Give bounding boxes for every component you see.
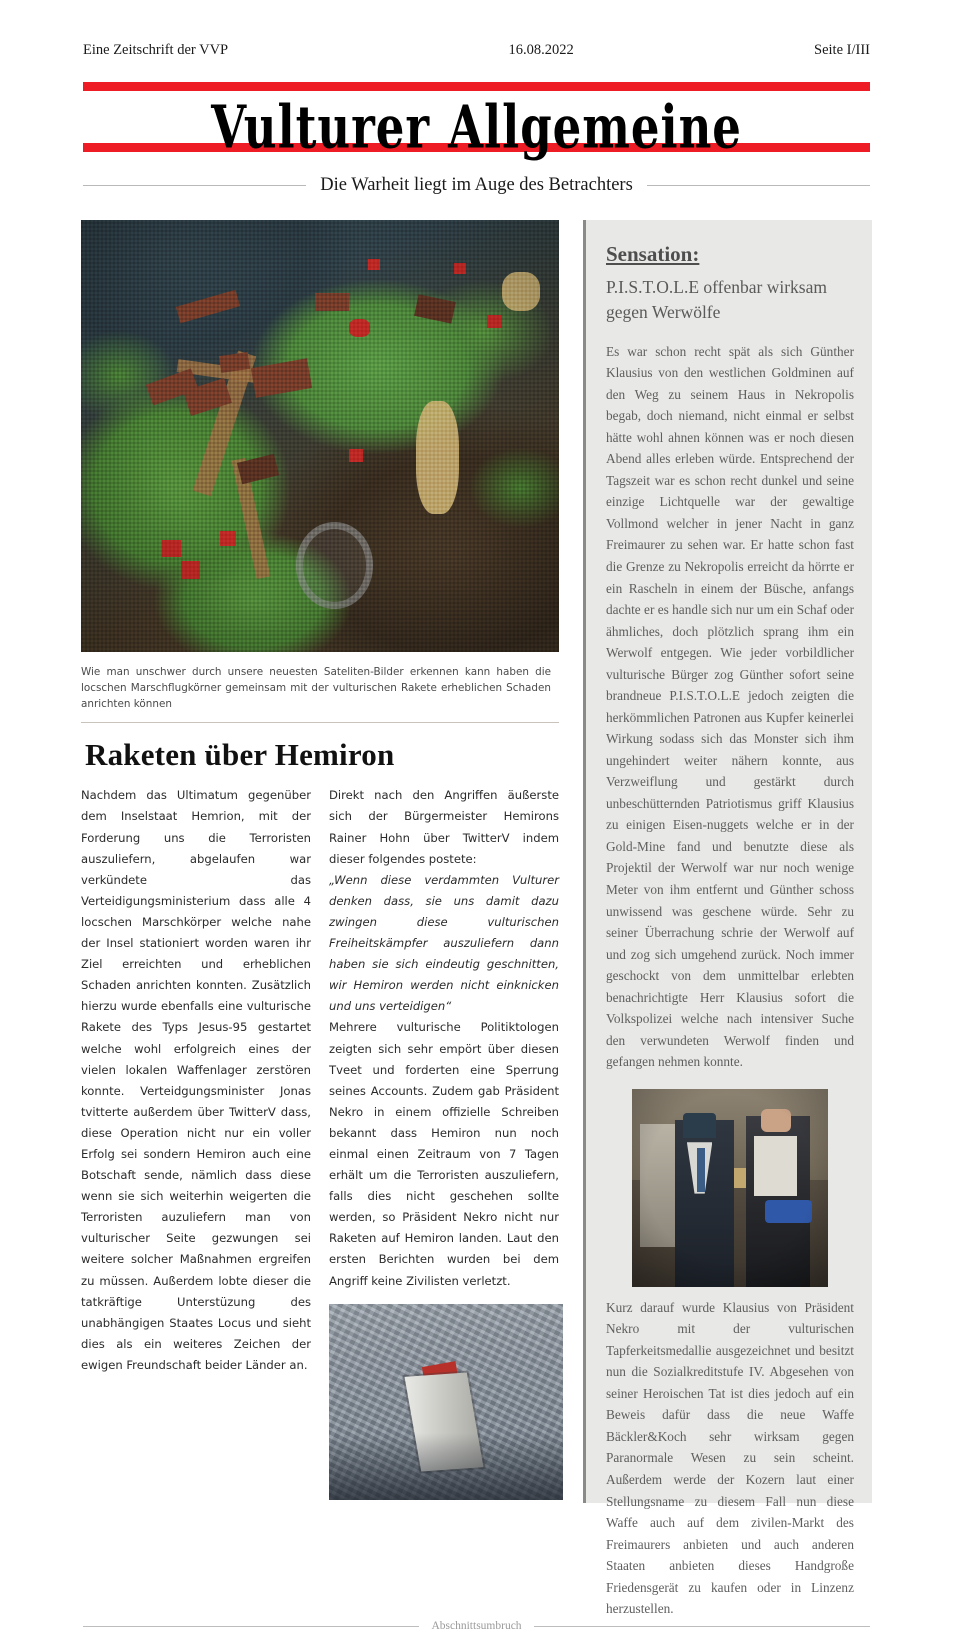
section-break-label: Abschnittsumbruch xyxy=(431,1620,522,1632)
article-column-2 xyxy=(329,785,559,1499)
tagline-rule-left xyxy=(83,185,306,186)
article-columns xyxy=(81,785,559,1499)
photo-caption: Wie man unschwer durch unsere neuesten Sateliten-Bilder erkennen kann haben die locschen Marschflugkörner gemeinsam mit der vulturischen Rakete erheblichen Schaden anrichten können xyxy=(81,666,551,711)
running-head xyxy=(83,42,870,59)
tagline-row xyxy=(83,175,870,196)
masthead-title xyxy=(83,91,870,162)
tower-photo-shadow xyxy=(329,1433,563,1500)
article-column-1-text: Nachdem das Ultimatum gegenüber dem Inselstaat Hemrion, mit der Forderung uns die Terroristen auszuliefern, abgelaufen war verkündete das Verteidigungsministerium dass alle 4 locschen Marschkörper welche nahe der Insel stationiert worden waren ihr Ziel erreichten und erheblichen Schaden anrichten konnten. Zusätzlich hierzu wurde ebenfalls eine vulturische Rakete des Typs Jesus-95 gestartet welche wohl erfolgreich eines der vielen lokalen Waffenlager zerstören konnte. Verteidgungsminister Jonas tvitterte außerdem über TwitterV dass, diese Operation nicht nur ein voller Erfolg sei sondern Hemiron auch eine Botschaft sende, nämlich dass diese wenn sie sich weiterhin weigerten die Terroristen auzuliefern man von vulturischer Seite gezwungen sei weitere solcher Maßnahmen ergreifen zu müssen. Außerdem lobte dieser die tatkräftige Unterstüzung des unabhängigen Staates Locus und sieht dies als ein weiteres Zeichen der ewigen Freundschaft beider Länder an. xyxy=(81,788,311,1372)
photo-vignette xyxy=(81,220,559,652)
satellite-photo xyxy=(81,220,559,652)
caption-rule xyxy=(81,722,559,723)
article-column-2-intro: Direkt nach den Angriffen äußerste sich der Bürgermeister Hemirons Rainer Hohn über TwitterV indem dieser folgendes postete: xyxy=(329,788,559,866)
masthead xyxy=(83,82,870,162)
running-head-page: Seite I/III xyxy=(814,42,870,58)
sidebar-body-1: Es war schon recht spät als sich Günther Klausius von den westlichen Goldminen auf den Weg zu seinem Haus in Nekropolis begab, doch niemand, nicht einmal er selbst hätte wohl ahnen können was er noch diesen Abend alles erleben würde. Entsprechend der Tagszeit war es schon recht dunkel und seine einzige Lichtquelle war der gewaltige Vollmond welcher in jener Nacht in ganz Freimaurer zu sehen war. Er hatte schon fast die Grenze zu Nekropolis erreicht da hörrte er ein Rascheln in einem der Büsche, anfangs dachte er es handle sich nur um ein Schaf oder ähmliches, doch plötzlich sprang ihm ein Werwolf entgegen. Wie jeder vorbildlicher vulturische Bürger zog Günther sofort seine brandneue P.I.S.T.O.L.E jedoch zeigten die herkömmlichen Patronen aus Kupfer keinerlei Wirkung sodass sich das Monster sich ihm ungehindert weiter nähern konnte, aus Verzweiflung und gestärkt durch unbeschütternden Patriotismus griff Klausius zu einigen Eisen-nuggets welche er in der Gold-Mine fand und benutzte diese als Projektil der Werwolf war nur noch wenige Meter von ihm entfernt und Günther schoss unwissend was geschene würde. Sehr zu seiner Überrachung schrie der Werwolf auf und zog sich umgehend zurück. Noch immer geschockt von dem unmittelbar erlebten benachrichtigte Herr Klausius sofort die Volkspolizei welche nach intensiver Suche den verwundeten Werwolf finden und gefangen nehmen konnte. xyxy=(606,343,854,1070)
sidebar-photo-vignette xyxy=(632,1089,828,1287)
tagline-rule-right xyxy=(647,185,870,186)
article-column-2-rest: Mehrere vulturische Politiktologen zeigten sich sehr empört über diesen Tveet und forderten eine Sperrung seines Accounts. Zudem gab Präsident Nekro in einem offizielle Schreiben bekannt dass Hemiron nun noch einmal einen Zeitraum von 7 Tagen erhält um die Terroristen auszuliefern, falls dies nicht geschehen sollte werden, so Präsident Nekro nicht nur Raketen auf Hemiron landen. Laut den ersten Berichten wurden bei dem Angriff keine Zivilisten verletzt. xyxy=(329,1020,559,1288)
sidebar-photo xyxy=(632,1089,828,1287)
sidebar-body-2: Kurz darauf wurde Klausius von Präsident Nekro mit der vulturischen Tapferkeitsmedallie ausgezeichnet und besitzt nun die Sozialkreditstufe IV. Abgesehen von seiner Heroischen Tat ist dies jedoch auf ein Beweis dafür dass die neue Waffe Bäckler&Koch sehr wirksam gegen Paranormale Wesen zu sein scheint. Außerdem werde der Kozern laut einer Stellungsname zu diesem Fall nun diese Waffe auch auf dem zivilen-Markt des Freimaurers anbieten und auch anderen Staaten anbieten dieses Handgroße Friedensgerät zu kaufen oder in Linzenz herzustellen. xyxy=(606,1299,854,1617)
article-column-2-quote: „Wenn diese verdammten Vulturer denken dass, sie uns damit dazu zwingen diese vulturischen Freiheitskämpfer auszuliefern dann haben sie sich eindeutig geschnitten, wir Hemiron werden nicht einknicken und uns verteidigen“ xyxy=(329,872,559,1014)
masthead-top-bar xyxy=(83,82,870,91)
main-column xyxy=(81,220,559,1500)
article-column-1 xyxy=(81,785,311,1499)
section-break-rule-left xyxy=(83,1626,419,1627)
tower-photo xyxy=(329,1304,563,1500)
masthead-word-1: Vulturer xyxy=(211,92,431,162)
running-head-date: 16.08.2022 xyxy=(508,42,574,58)
running-head-left: Eine Zeitschrift der VVP xyxy=(83,42,229,58)
masthead-word-2: Allgemeine xyxy=(448,92,742,162)
section-break xyxy=(83,1620,870,1632)
tagline: Die Warheit liegt im Auge des Betrachters xyxy=(320,175,633,195)
sidebar-subheadline: P.I.S.T.O.L.E offenbar wirksam gegen Werwölfe xyxy=(606,277,827,322)
sidebar-article xyxy=(583,220,872,1617)
sidebar-kicker: Sensation: xyxy=(606,242,700,266)
article-headline: Raketen über Hemiron xyxy=(85,737,395,773)
section-break-rule-right xyxy=(534,1626,870,1627)
